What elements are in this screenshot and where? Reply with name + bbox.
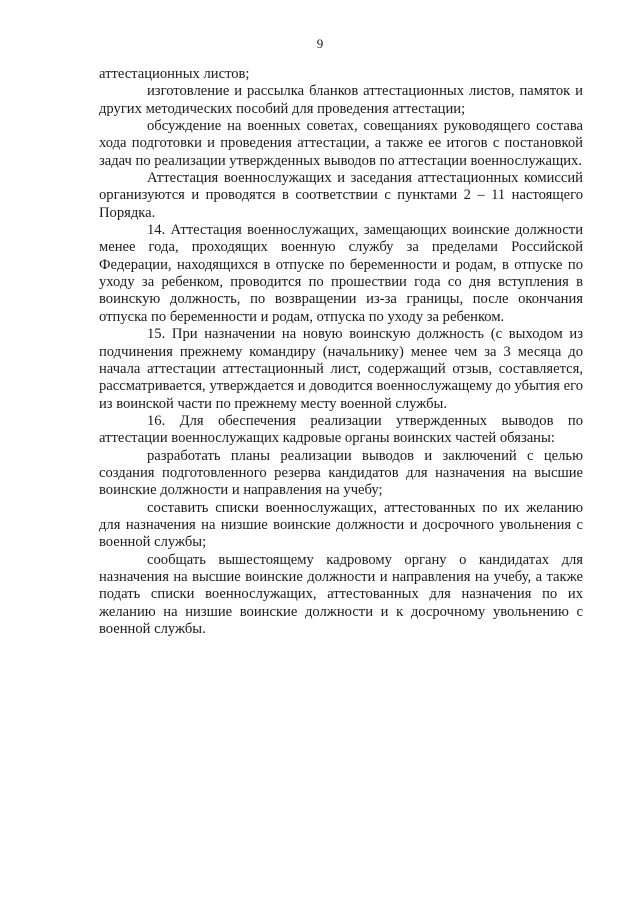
- paragraph-clause-16: 16. Для обеспечения реализации утвержденных выводов по аттестации военнослужащих кадровые органы воинских частей обязаны:: [99, 412, 583, 447]
- paragraph-attestation-organization: Аттестация военнослужащих и заседания аттестационных комиссий организуются и проводятся в соответствии с пунктами 2 – 11 настоящего Порядка.: [99, 170, 583, 221]
- paragraph-clause-14: 14. Аттестация военнослужащих, замещающих воинские должности менее года, проходящих военную службу за пределами Российской Федерации, находящихся в отпуске по беременности и родам, в отпуске по уходу за ребенком, проводится по прошествии года со дня вступления в воинскую должность, по возвращении из-за границы, после окончания отпуска по беременности и родам, отпуска по уходу за ребенком.: [99, 222, 583, 325]
- page-number: 9: [316, 36, 324, 51]
- paragraph-military-councils: обсуждение на военных советах, совещаниях руководящего состава хода подготовки и проведения аттестации, а также ее итогов с постановкой задач по реализации утвержденных выводов по аттестации военнослужащих.: [99, 118, 583, 169]
- paragraph-clause-15: 15. При назначении на новую воинскую должность (с выходом из подчинения прежнему командиру (начальнику) менее чем за 3 месяца до начала аттестации аттестационный лист, содержащий отзыв, составляется, рассматривается, утверждается и доводится военнослужащему до убытия его из воинской части по прежнему месту военной службы.: [99, 326, 583, 412]
- paragraph-compile-lists: составить списки военнослужащих, аттестованных по их желанию для назначения на низшие воинские должности и досрочного увольнения с военной службы;: [99, 499, 583, 551]
- document-body: [99, 66, 583, 638]
- paragraph-forms-distribution: изготовление и рассылка бланков аттестационных листов, памяток и других методических пособий для проведения аттестации;: [99, 83, 583, 117]
- paragraph-report-candidates: сообщать вышестоящему кадровому органу о кандидатах для назначения на высшие воинские должности и направления на учебу, а также подать списки военнослужащих, аттестованных для назначения по их желанию на низшие воинские должности и к досрочному увольнению с военной службы.: [99, 551, 583, 637]
- paragraph-continuation: аттестационных листов;: [99, 66, 250, 82]
- paragraph-develop-plans: разработать планы реализации выводов и заключений с целью создания подготовленного резерва кандидатов для назначения на высшие воинские должности и направления на учебу;: [99, 447, 583, 499]
